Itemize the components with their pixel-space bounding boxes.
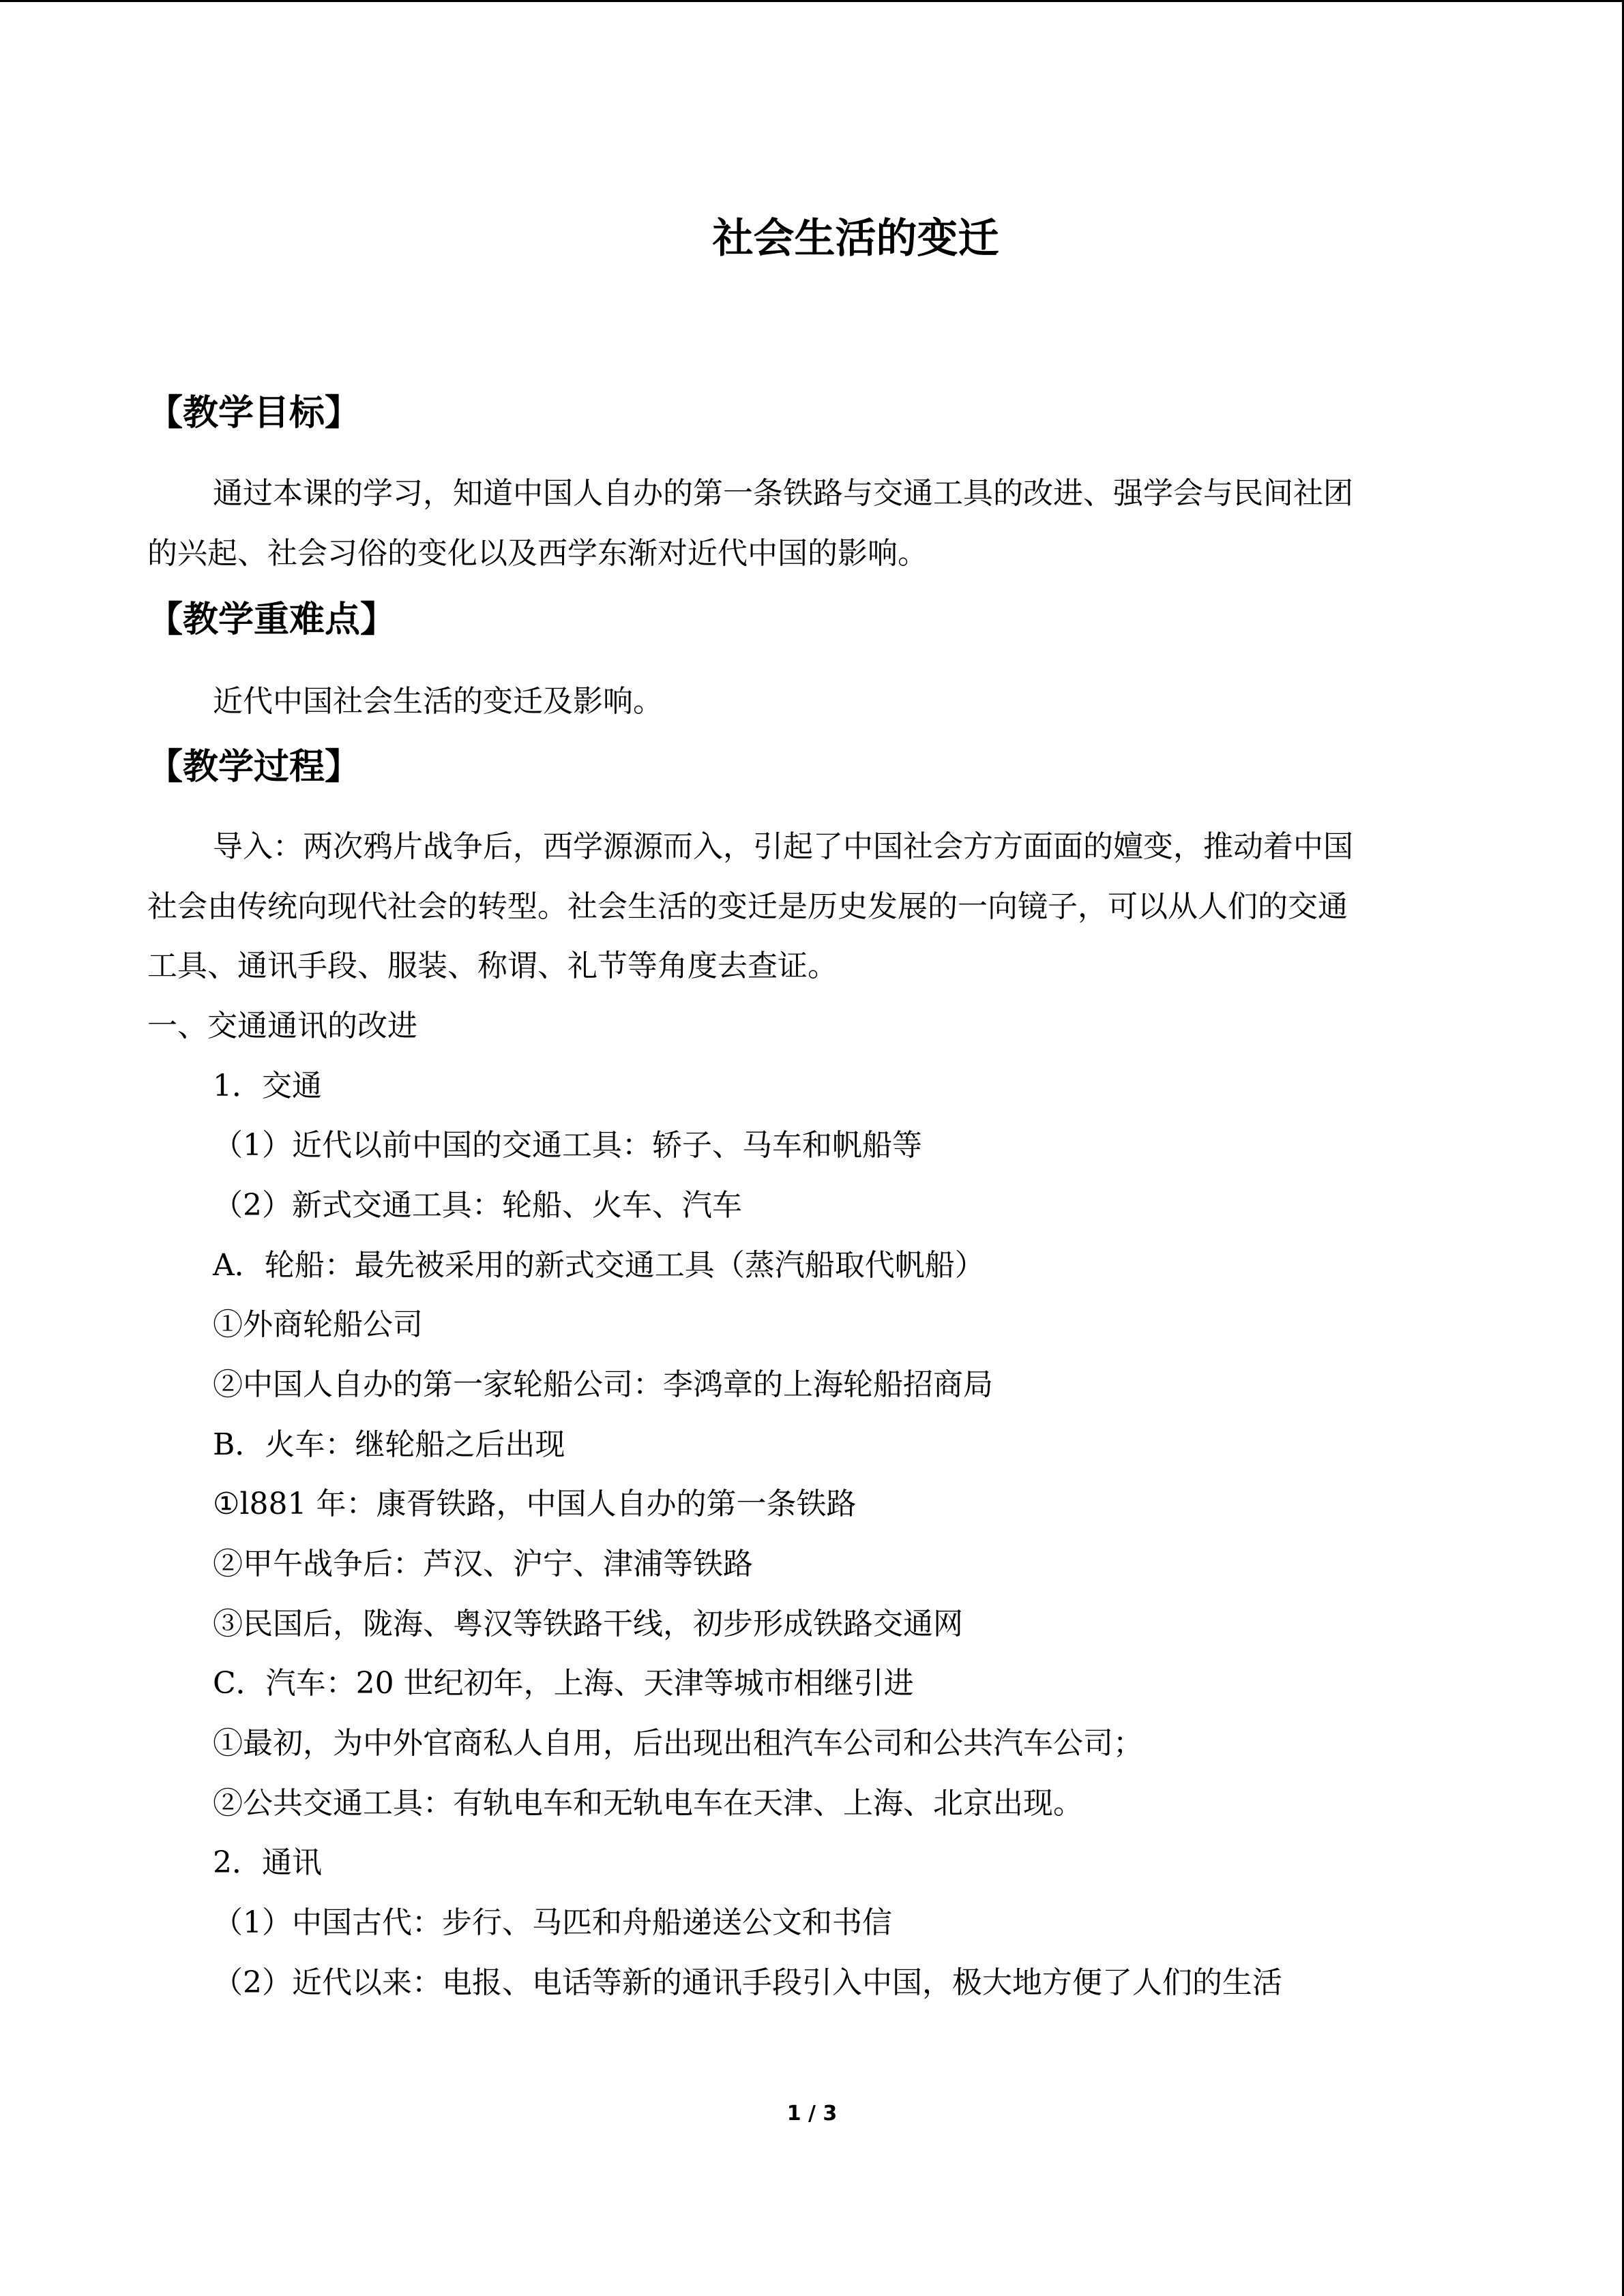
objectives-paragraph-line-1: 通过本课的学习，知道中国人自办的第一条铁路与交通工具的改进、强学会与民间社团 bbox=[213, 476, 1353, 511]
page-border-top bbox=[0, 0, 1624, 2]
list-item: B．火车：继轮船之后出现 bbox=[213, 1427, 565, 1462]
page-number: 1 / 3 bbox=[786, 2102, 838, 2126]
list-item: 2．通讯 bbox=[213, 1845, 322, 1880]
list-item: ②公共交通工具：有轨电车和无轨电车在天津、上海、北京出现。 bbox=[213, 1786, 1083, 1821]
list-item: C．汽车：20 世纪初年，上海、天津等城市相继引进 bbox=[213, 1666, 914, 1701]
list-item: ②甲午战争后：芦汉、沪宁、津浦等铁路 bbox=[213, 1547, 753, 1581]
intro-line-1: 导入：两次鸦片战争后，西学源源而入，引起了中国社会方方面面的嬗变，推动着中国 bbox=[213, 829, 1353, 864]
list-item: （1）近代以前中国的交通工具：轿子、马车和帆船等 bbox=[213, 1128, 922, 1163]
objectives-paragraph-line-2: 的兴起、社会习俗的变化以及西学东渐对近代中国的影响。 bbox=[147, 536, 928, 571]
list-item: （2）新式交通工具：轮船、火车、汽车 bbox=[213, 1188, 742, 1223]
list-item: ③民国后，陇海、粤汉等铁路干线，初步形成铁路交通网 bbox=[213, 1607, 963, 1641]
list-item: 1．交通 bbox=[213, 1069, 322, 1103]
list-item: （2）近代以来：电报、电话等新的通讯手段引入中国，极大地方便了人们的生活 bbox=[213, 1965, 1282, 2000]
document-title: 社会生活的变迁 bbox=[712, 215, 999, 263]
list-item: ②中国人自办的第一家轮船公司：李鸿章的上海轮船招商局 bbox=[213, 1367, 993, 1402]
heading-objectives: 【教学目标】 bbox=[147, 393, 361, 434]
list-item: A．轮船：最先被采用的新式交通工具（蒸汽船取代帆船） bbox=[213, 1248, 985, 1283]
list-item: （1）中国古代：步行、马匹和舟船递送公文和书信 bbox=[213, 1905, 892, 1940]
key-points-paragraph: 近代中国社会生活的变迁及影响。 bbox=[213, 684, 663, 719]
heading-process: 【教学过程】 bbox=[147, 747, 361, 788]
list-item: ①最初，为中外官商私人自用，后出现出租汽车公司和公共汽车公司； bbox=[213, 1726, 1143, 1761]
intro-line-3: 工具、通讯手段、服装、称谓、礼节等角度去查证。 bbox=[147, 949, 838, 983]
list-item: 一、交通通讯的改进 bbox=[147, 1009, 417, 1043]
list-item: ①l881 年：康胥铁路，中国人自办的第一条铁路 bbox=[213, 1487, 857, 1521]
list-item: ①外商轮船公司 bbox=[213, 1307, 423, 1342]
intro-line-2: 社会由传统向现代社会的转型。社会生活的变迁是历史发展的一向镜子，可以从人们的交通 bbox=[147, 889, 1348, 924]
heading-key-points: 【教学重难点】 bbox=[147, 599, 396, 640]
